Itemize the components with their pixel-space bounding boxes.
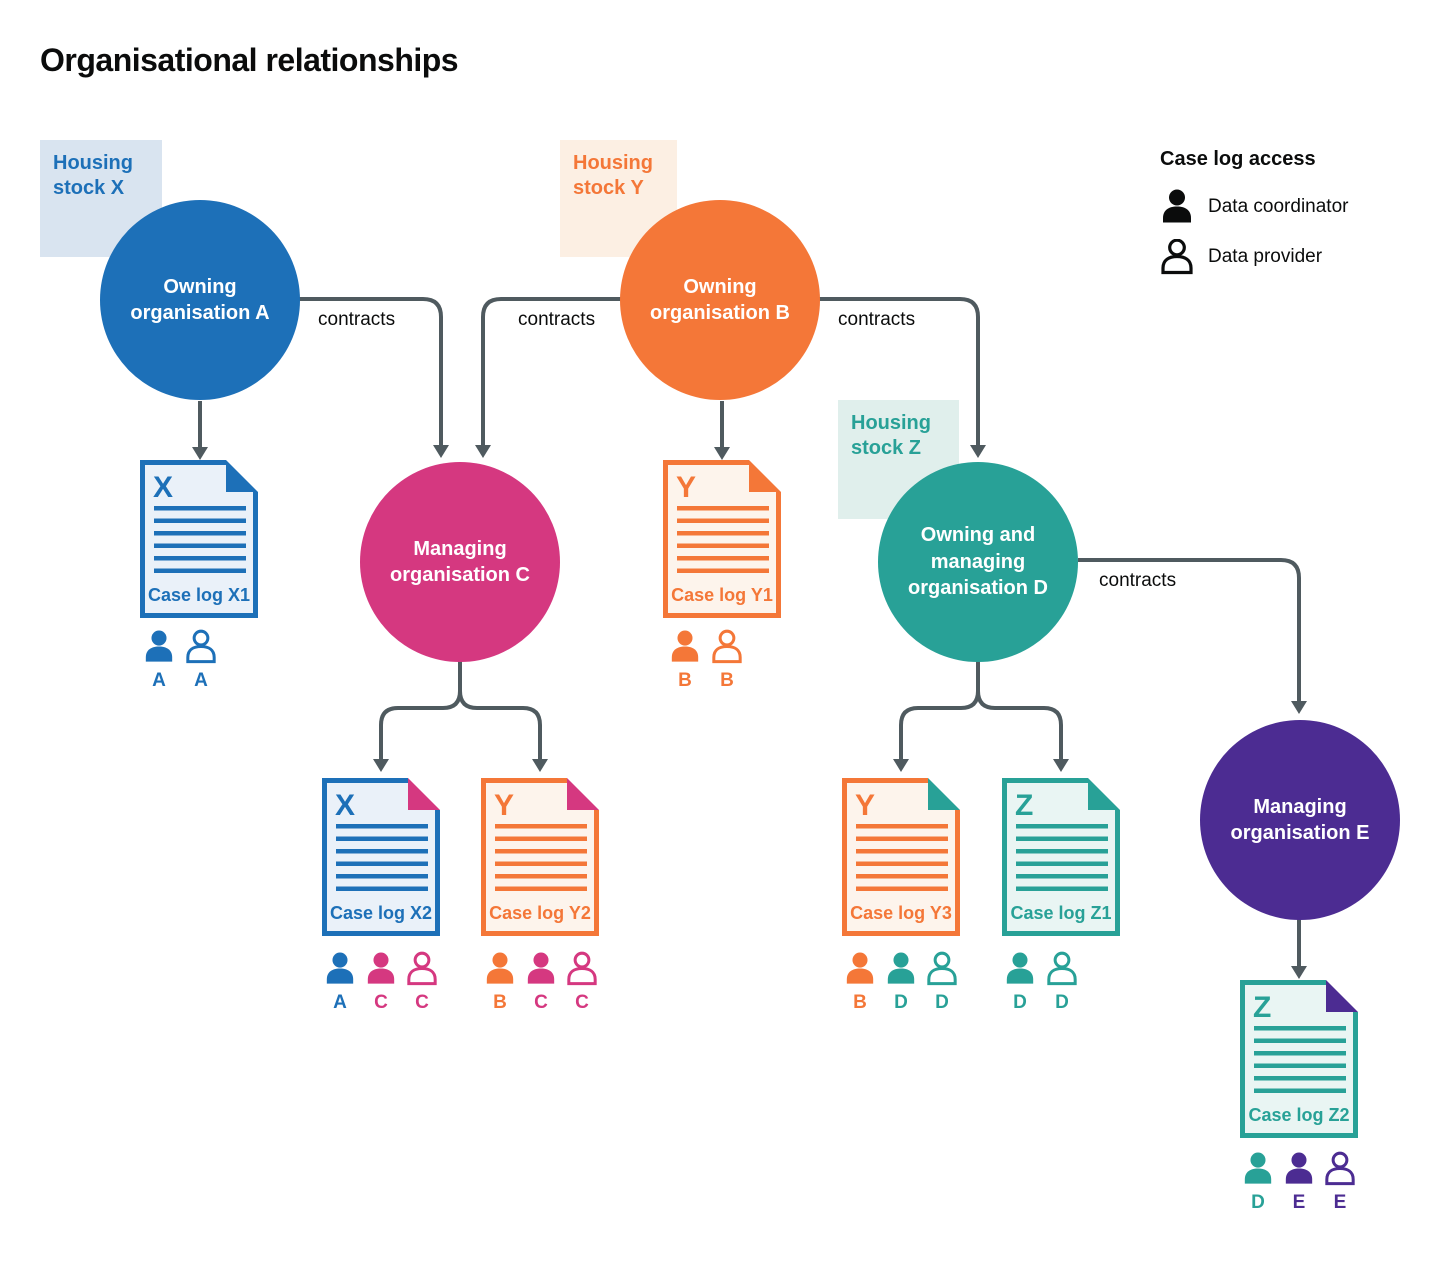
svg-text:Case log Z2: Case log Z2 (1248, 1105, 1350, 1125)
svg-text:Case log X2: Case log X2 (329, 903, 433, 923)
data-provider-icon (1160, 239, 1194, 275)
data-coordinator-icon: A (323, 952, 357, 1014)
housing-stock-x-box: Housing stock X (40, 140, 162, 257)
legend-item-data-coordinator (1160, 189, 1440, 225)
org-circle-b (620, 200, 820, 400)
case-log-y1-access (668, 630, 744, 692)
data-provider-icon: A (184, 630, 218, 692)
data-coordinator-icon: B (668, 630, 702, 692)
document-icon (322, 778, 440, 936)
data-provider-icon: E (1323, 1152, 1357, 1214)
svg-text:Z: Z (1015, 789, 1034, 822)
data-coordinator-icon: A (142, 630, 176, 692)
data-coordinator-icon (1160, 189, 1194, 225)
housing-stock-y-box: Housing stock Y (560, 140, 677, 257)
case-log-x2-access (323, 952, 439, 1014)
case-log-y3-access (843, 952, 959, 1014)
data-coordinator-icon: C (364, 952, 398, 1014)
data-coordinator-icon: E (1282, 1152, 1316, 1214)
document-icon (140, 460, 258, 618)
contracts-label-d-e: contracts (1099, 570, 1177, 591)
case-log-x1-access (142, 630, 218, 692)
svg-text:Y: Y (855, 789, 876, 822)
data-provider-icon: D (1045, 952, 1079, 1014)
data-coordinator-icon: B (843, 952, 877, 1014)
housing-stock-z-box: Housing stock Z (838, 400, 959, 519)
svg-text:Case log Y2: Case log Y2 (489, 903, 591, 923)
legend-item-data-provider (1160, 239, 1440, 275)
contracts-label-a-c: contracts (318, 309, 396, 330)
case-log-z2-access (1241, 1152, 1357, 1214)
case-log-y2-document (481, 778, 599, 936)
svg-text:Y: Y (494, 789, 515, 822)
case-log-z1-document (1002, 778, 1120, 936)
org-circle-a (100, 200, 300, 400)
contracts-label-b-d: contracts (838, 309, 916, 330)
arrow-d-to-y3 (901, 661, 978, 761)
arrow-d-to-z1 (978, 661, 1061, 761)
page-title: Organisational relationships (40, 42, 459, 78)
svg-text:Case log Y1: Case log Y1 (671, 585, 773, 605)
data-provider-icon: B (710, 630, 744, 692)
document-icon (842, 778, 960, 936)
case-log-z2-document (1240, 980, 1358, 1138)
case-log-z1-access (1003, 952, 1079, 1014)
document-icon (1240, 980, 1358, 1138)
data-coordinator-icon: D (884, 952, 918, 1014)
case-log-y1-document (663, 460, 781, 618)
org-label-c: Managing organisation C (389, 537, 530, 586)
document-icon (663, 460, 781, 618)
data-provider-icon: D (925, 952, 959, 1014)
legend-title: Case log access (1160, 148, 1316, 170)
legend-label: Data coordinator (1208, 196, 1349, 217)
data-provider-icon: C (565, 952, 599, 1014)
org-circle-e (1200, 720, 1400, 920)
arrow-c-to-x2 (381, 661, 460, 761)
svg-text:Case log Z1: Case log Z1 (1010, 903, 1112, 923)
org-label-e: Managing organisation E (1230, 795, 1370, 844)
svg-text:Z: Z (1253, 991, 1272, 1024)
org-circle-d (878, 462, 1078, 662)
case-log-y2-access (483, 952, 599, 1014)
document-icon (481, 778, 599, 936)
org-circle-c (360, 462, 560, 662)
case-log-x2-document (322, 778, 440, 936)
org-label-a: Owning organisation A (130, 275, 270, 324)
data-provider-icon: C (405, 952, 439, 1014)
svg-text:Y: Y (676, 471, 697, 504)
svg-text:X: X (153, 471, 174, 504)
data-coordinator-icon: D (1003, 952, 1037, 1014)
org-label-b: Owning organisation B (649, 275, 790, 324)
legend-label: Data provider (1208, 246, 1323, 267)
svg-text:Case log X1: Case log X1 (147, 585, 251, 605)
case-log-y3-document (842, 778, 960, 936)
data-coordinator-icon: B (483, 952, 517, 1014)
case-log-x1-document (140, 460, 258, 618)
arrow-c-to-y2 (460, 661, 540, 761)
contracts-label-b-c: contracts (518, 309, 596, 330)
svg-text:X: X (335, 789, 356, 822)
svg-text:Case log Y3: Case log Y3 (850, 903, 952, 923)
legend (1160, 148, 1440, 289)
data-coordinator-icon: D (1241, 1152, 1275, 1214)
document-icon (1002, 778, 1120, 936)
org-label-d: Owning and managing organisation D (907, 524, 1048, 600)
data-coordinator-icon: C (524, 952, 558, 1014)
